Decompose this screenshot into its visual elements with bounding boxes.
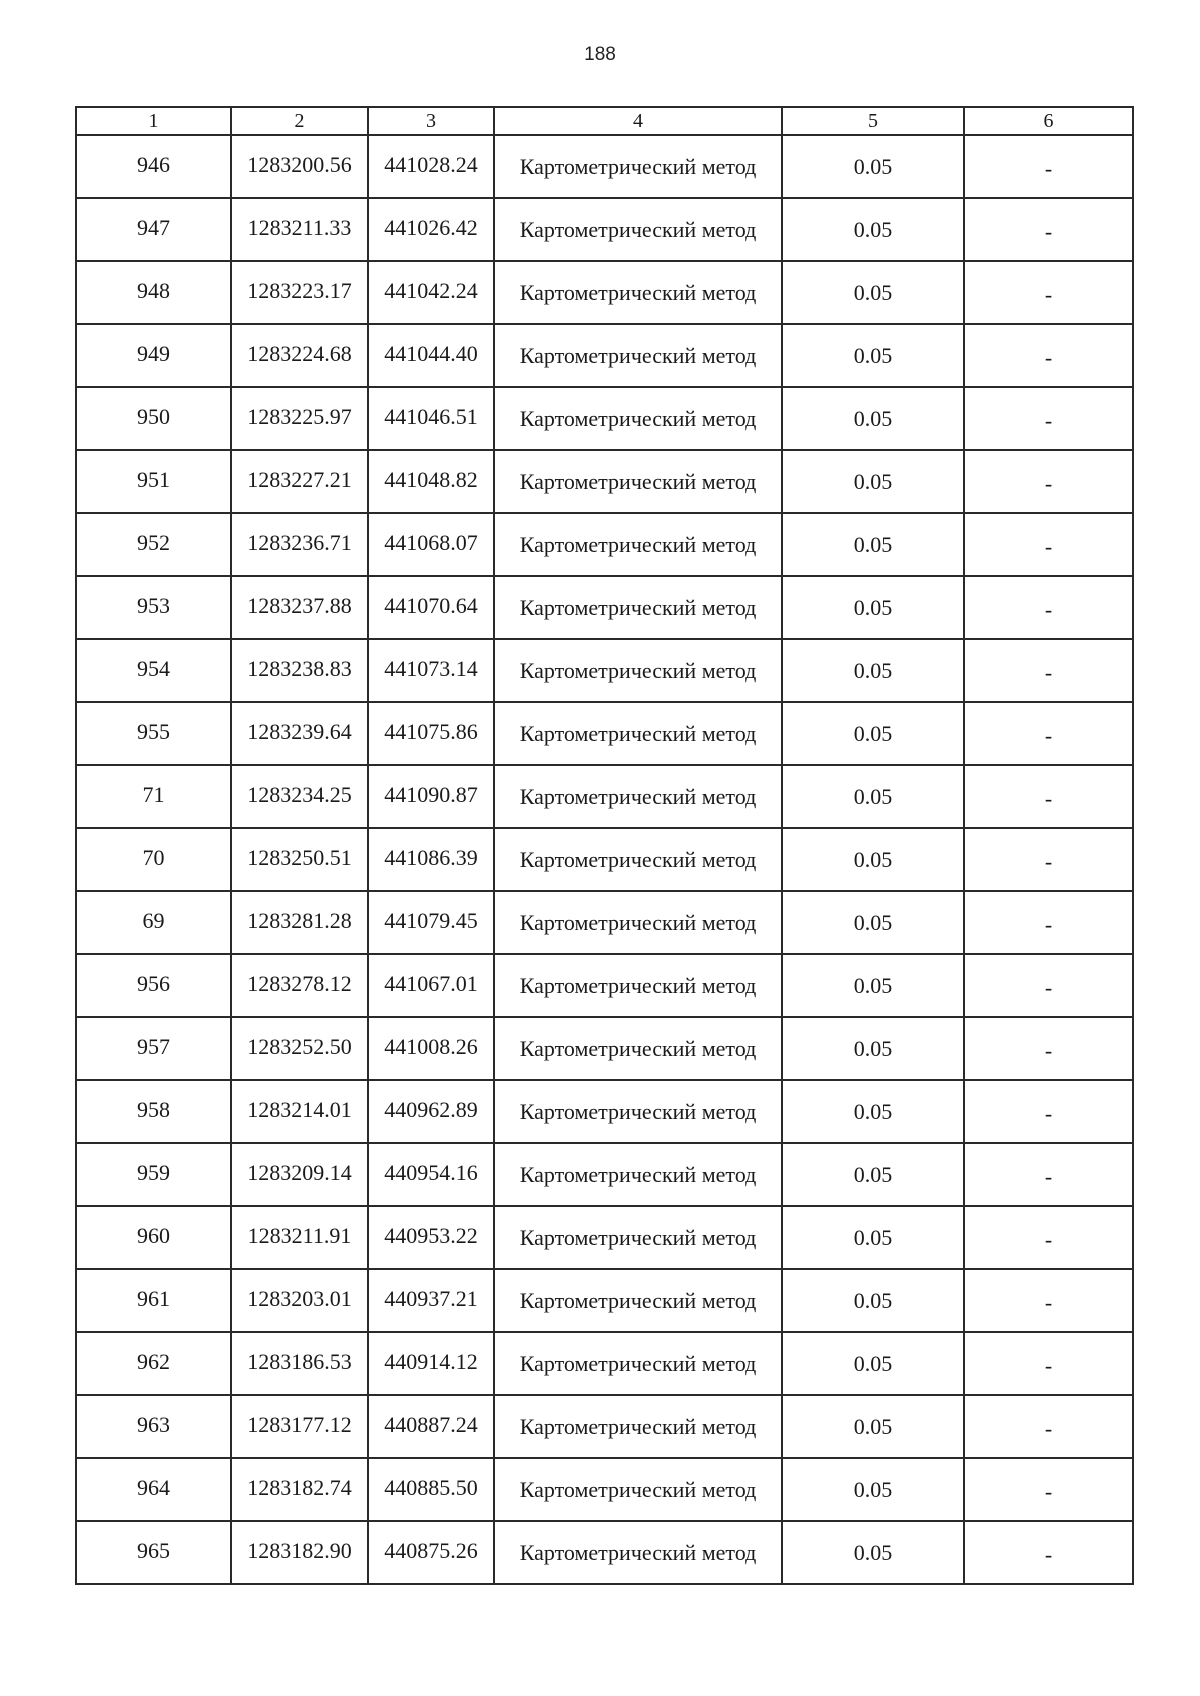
table-header [76, 107, 1133, 135]
x-coordinate-cell: 1283211.91 [231, 1206, 368, 1269]
method-cell: Картометрический метод [494, 135, 782, 198]
method-cell: Картометрический метод [494, 1521, 782, 1584]
method-cell: Картометрический метод [494, 576, 782, 639]
note-cell: - [964, 1017, 1133, 1080]
method-cell: Картометрический метод [494, 1017, 782, 1080]
y-coordinate-cell: 441079.45 [368, 891, 494, 954]
table-row [76, 954, 1133, 1017]
note-cell: - [964, 765, 1133, 828]
note-cell: - [964, 1269, 1133, 1332]
note-cell: - [964, 891, 1133, 954]
table-row [76, 1206, 1133, 1269]
x-coordinate-cell: 1283236.71 [231, 513, 368, 576]
table-row [76, 639, 1133, 702]
method-cell: Картометрический метод [494, 261, 782, 324]
y-coordinate-cell: 441068.07 [368, 513, 494, 576]
y-coordinate-cell: 441070.64 [368, 576, 494, 639]
table-row [76, 513, 1133, 576]
y-coordinate-cell: 441073.14 [368, 639, 494, 702]
note-cell: - [964, 1395, 1133, 1458]
y-coordinate-cell: 441008.26 [368, 1017, 494, 1080]
x-coordinate-cell: 1283182.74 [231, 1458, 368, 1521]
method-cell: Картометрический метод [494, 1206, 782, 1269]
method-cell: Картометрический метод [494, 891, 782, 954]
note-cell: - [964, 198, 1133, 261]
method-cell: Картометрический метод [494, 513, 782, 576]
point-number-cell: 959 [76, 1143, 231, 1206]
table-row [76, 1017, 1133, 1080]
y-coordinate-cell: 440937.21 [368, 1269, 494, 1332]
point-number-cell: 963 [76, 1395, 231, 1458]
accuracy-cell: 0.05 [782, 1395, 964, 1458]
column-header: 4 [494, 107, 782, 135]
y-coordinate-cell: 440887.24 [368, 1395, 494, 1458]
column-header: 5 [782, 107, 964, 135]
note-cell: - [964, 450, 1133, 513]
point-number-cell: 965 [76, 1521, 231, 1584]
point-number-cell: 952 [76, 513, 231, 576]
x-coordinate-cell: 1283227.21 [231, 450, 368, 513]
accuracy-cell: 0.05 [782, 828, 964, 891]
y-coordinate-cell: 440953.22 [368, 1206, 494, 1269]
method-cell: Картометрический метод [494, 1080, 782, 1143]
y-coordinate-cell: 440885.50 [368, 1458, 494, 1521]
note-cell: - [964, 639, 1133, 702]
x-coordinate-cell: 1283250.51 [231, 828, 368, 891]
table-row [76, 1458, 1133, 1521]
table-row [76, 1332, 1133, 1395]
x-coordinate-cell: 1283252.50 [231, 1017, 368, 1080]
method-cell: Картометрический метод [494, 1269, 782, 1332]
point-number-cell: 951 [76, 450, 231, 513]
x-coordinate-cell: 1283234.25 [231, 765, 368, 828]
table-row [76, 450, 1133, 513]
accuracy-cell: 0.05 [782, 765, 964, 828]
point-number-cell: 71 [76, 765, 231, 828]
method-cell: Картометрический метод [494, 765, 782, 828]
note-cell: - [964, 828, 1133, 891]
table-row [76, 891, 1133, 954]
column-header: 2 [231, 107, 368, 135]
point-number-cell: 70 [76, 828, 231, 891]
point-number-cell: 955 [76, 702, 231, 765]
x-coordinate-cell: 1283237.88 [231, 576, 368, 639]
accuracy-cell: 0.05 [782, 1143, 964, 1206]
table-row [76, 576, 1133, 639]
point-number-cell: 946 [76, 135, 231, 198]
x-coordinate-cell: 1283224.68 [231, 324, 368, 387]
method-cell: Картометрический метод [494, 324, 782, 387]
note-cell: - [964, 513, 1133, 576]
y-coordinate-cell: 441075.86 [368, 702, 494, 765]
accuracy-cell: 0.05 [782, 387, 964, 450]
column-header: 3 [368, 107, 494, 135]
table-row [76, 1269, 1133, 1332]
table-body [76, 135, 1133, 1584]
point-number-cell: 949 [76, 324, 231, 387]
point-number-cell: 958 [76, 1080, 231, 1143]
point-number-cell: 962 [76, 1332, 231, 1395]
x-coordinate-cell: 1283177.12 [231, 1395, 368, 1458]
table-row [76, 198, 1133, 261]
point-number-cell: 957 [76, 1017, 231, 1080]
note-cell: - [964, 261, 1133, 324]
note-cell: - [964, 1143, 1133, 1206]
method-cell: Картометрический метод [494, 450, 782, 513]
y-coordinate-cell: 441028.24 [368, 135, 494, 198]
accuracy-cell: 0.05 [782, 1521, 964, 1584]
x-coordinate-cell: 1283278.12 [231, 954, 368, 1017]
coordinates-table [75, 106, 1134, 1585]
column-header: 6 [964, 107, 1133, 135]
x-coordinate-cell: 1283214.01 [231, 1080, 368, 1143]
y-coordinate-cell: 440954.16 [368, 1143, 494, 1206]
point-number-cell: 947 [76, 198, 231, 261]
point-number-cell: 964 [76, 1458, 231, 1521]
accuracy-cell: 0.05 [782, 450, 964, 513]
y-coordinate-cell: 441026.42 [368, 198, 494, 261]
table-row [76, 261, 1133, 324]
note-cell: - [964, 135, 1133, 198]
method-cell: Картометрический метод [494, 198, 782, 261]
x-coordinate-cell: 1283186.53 [231, 1332, 368, 1395]
table-row [76, 765, 1133, 828]
table-row [76, 828, 1133, 891]
y-coordinate-cell: 441042.24 [368, 261, 494, 324]
table-row [76, 1143, 1133, 1206]
accuracy-cell: 0.05 [782, 1017, 964, 1080]
table-row [76, 1080, 1133, 1143]
y-coordinate-cell: 441046.51 [368, 387, 494, 450]
note-cell: - [964, 1206, 1133, 1269]
accuracy-cell: 0.05 [782, 954, 964, 1017]
accuracy-cell: 0.05 [782, 1206, 964, 1269]
note-cell: - [964, 1458, 1133, 1521]
accuracy-cell: 0.05 [782, 1269, 964, 1332]
table-row [76, 702, 1133, 765]
point-number-cell: 960 [76, 1206, 231, 1269]
x-coordinate-cell: 1283223.17 [231, 261, 368, 324]
point-number-cell: 961 [76, 1269, 231, 1332]
y-coordinate-cell: 441086.39 [368, 828, 494, 891]
point-number-cell: 948 [76, 261, 231, 324]
x-coordinate-cell: 1283225.97 [231, 387, 368, 450]
table-row [76, 135, 1133, 198]
x-coordinate-cell: 1283211.33 [231, 198, 368, 261]
page-number: 188 [584, 44, 616, 65]
note-cell: - [964, 954, 1133, 1017]
method-cell: Картометрический метод [494, 1332, 782, 1395]
note-cell: - [964, 576, 1133, 639]
accuracy-cell: 0.05 [782, 1332, 964, 1395]
method-cell: Картометрический метод [494, 702, 782, 765]
note-cell: - [964, 1521, 1133, 1584]
method-cell: Картометрический метод [494, 1395, 782, 1458]
note-cell: - [964, 702, 1133, 765]
note-cell: - [964, 1080, 1133, 1143]
point-number-cell: 953 [76, 576, 231, 639]
accuracy-cell: 0.05 [782, 576, 964, 639]
method-cell: Картометрический метод [494, 954, 782, 1017]
y-coordinate-cell: 440962.89 [368, 1080, 494, 1143]
x-coordinate-cell: 1283281.28 [231, 891, 368, 954]
point-number-cell: 954 [76, 639, 231, 702]
x-coordinate-cell: 1283200.56 [231, 135, 368, 198]
accuracy-cell: 0.05 [782, 135, 964, 198]
table-row [76, 1395, 1133, 1458]
y-coordinate-cell: 441044.40 [368, 324, 494, 387]
y-coordinate-cell: 441067.01 [368, 954, 494, 1017]
method-cell: Картометрический метод [494, 387, 782, 450]
y-coordinate-cell: 440875.26 [368, 1521, 494, 1584]
x-coordinate-cell: 1283203.01 [231, 1269, 368, 1332]
accuracy-cell: 0.05 [782, 891, 964, 954]
point-number-cell: 69 [76, 891, 231, 954]
accuracy-cell: 0.05 [782, 1458, 964, 1521]
header-row [76, 107, 1133, 135]
method-cell: Картометрический метод [494, 639, 782, 702]
method-cell: Картометрический метод [494, 1143, 782, 1206]
x-coordinate-cell: 1283182.90 [231, 1521, 368, 1584]
accuracy-cell: 0.05 [782, 324, 964, 387]
y-coordinate-cell: 440914.12 [368, 1332, 494, 1395]
y-coordinate-cell: 441090.87 [368, 765, 494, 828]
accuracy-cell: 0.05 [782, 1080, 964, 1143]
accuracy-cell: 0.05 [782, 513, 964, 576]
point-number-cell: 950 [76, 387, 231, 450]
method-cell: Картометрический метод [494, 828, 782, 891]
table-row [76, 1521, 1133, 1584]
table-row [76, 324, 1133, 387]
y-coordinate-cell: 441048.82 [368, 450, 494, 513]
column-header: 1 [76, 107, 231, 135]
x-coordinate-cell: 1283238.83 [231, 639, 368, 702]
x-coordinate-cell: 1283209.14 [231, 1143, 368, 1206]
note-cell: - [964, 387, 1133, 450]
note-cell: - [964, 324, 1133, 387]
note-cell: - [964, 1332, 1133, 1395]
point-number-cell: 956 [76, 954, 231, 1017]
accuracy-cell: 0.05 [782, 261, 964, 324]
x-coordinate-cell: 1283239.64 [231, 702, 368, 765]
accuracy-cell: 0.05 [782, 702, 964, 765]
table-row [76, 387, 1133, 450]
accuracy-cell: 0.05 [782, 639, 964, 702]
accuracy-cell: 0.05 [782, 198, 964, 261]
method-cell: Картометрический метод [494, 1458, 782, 1521]
